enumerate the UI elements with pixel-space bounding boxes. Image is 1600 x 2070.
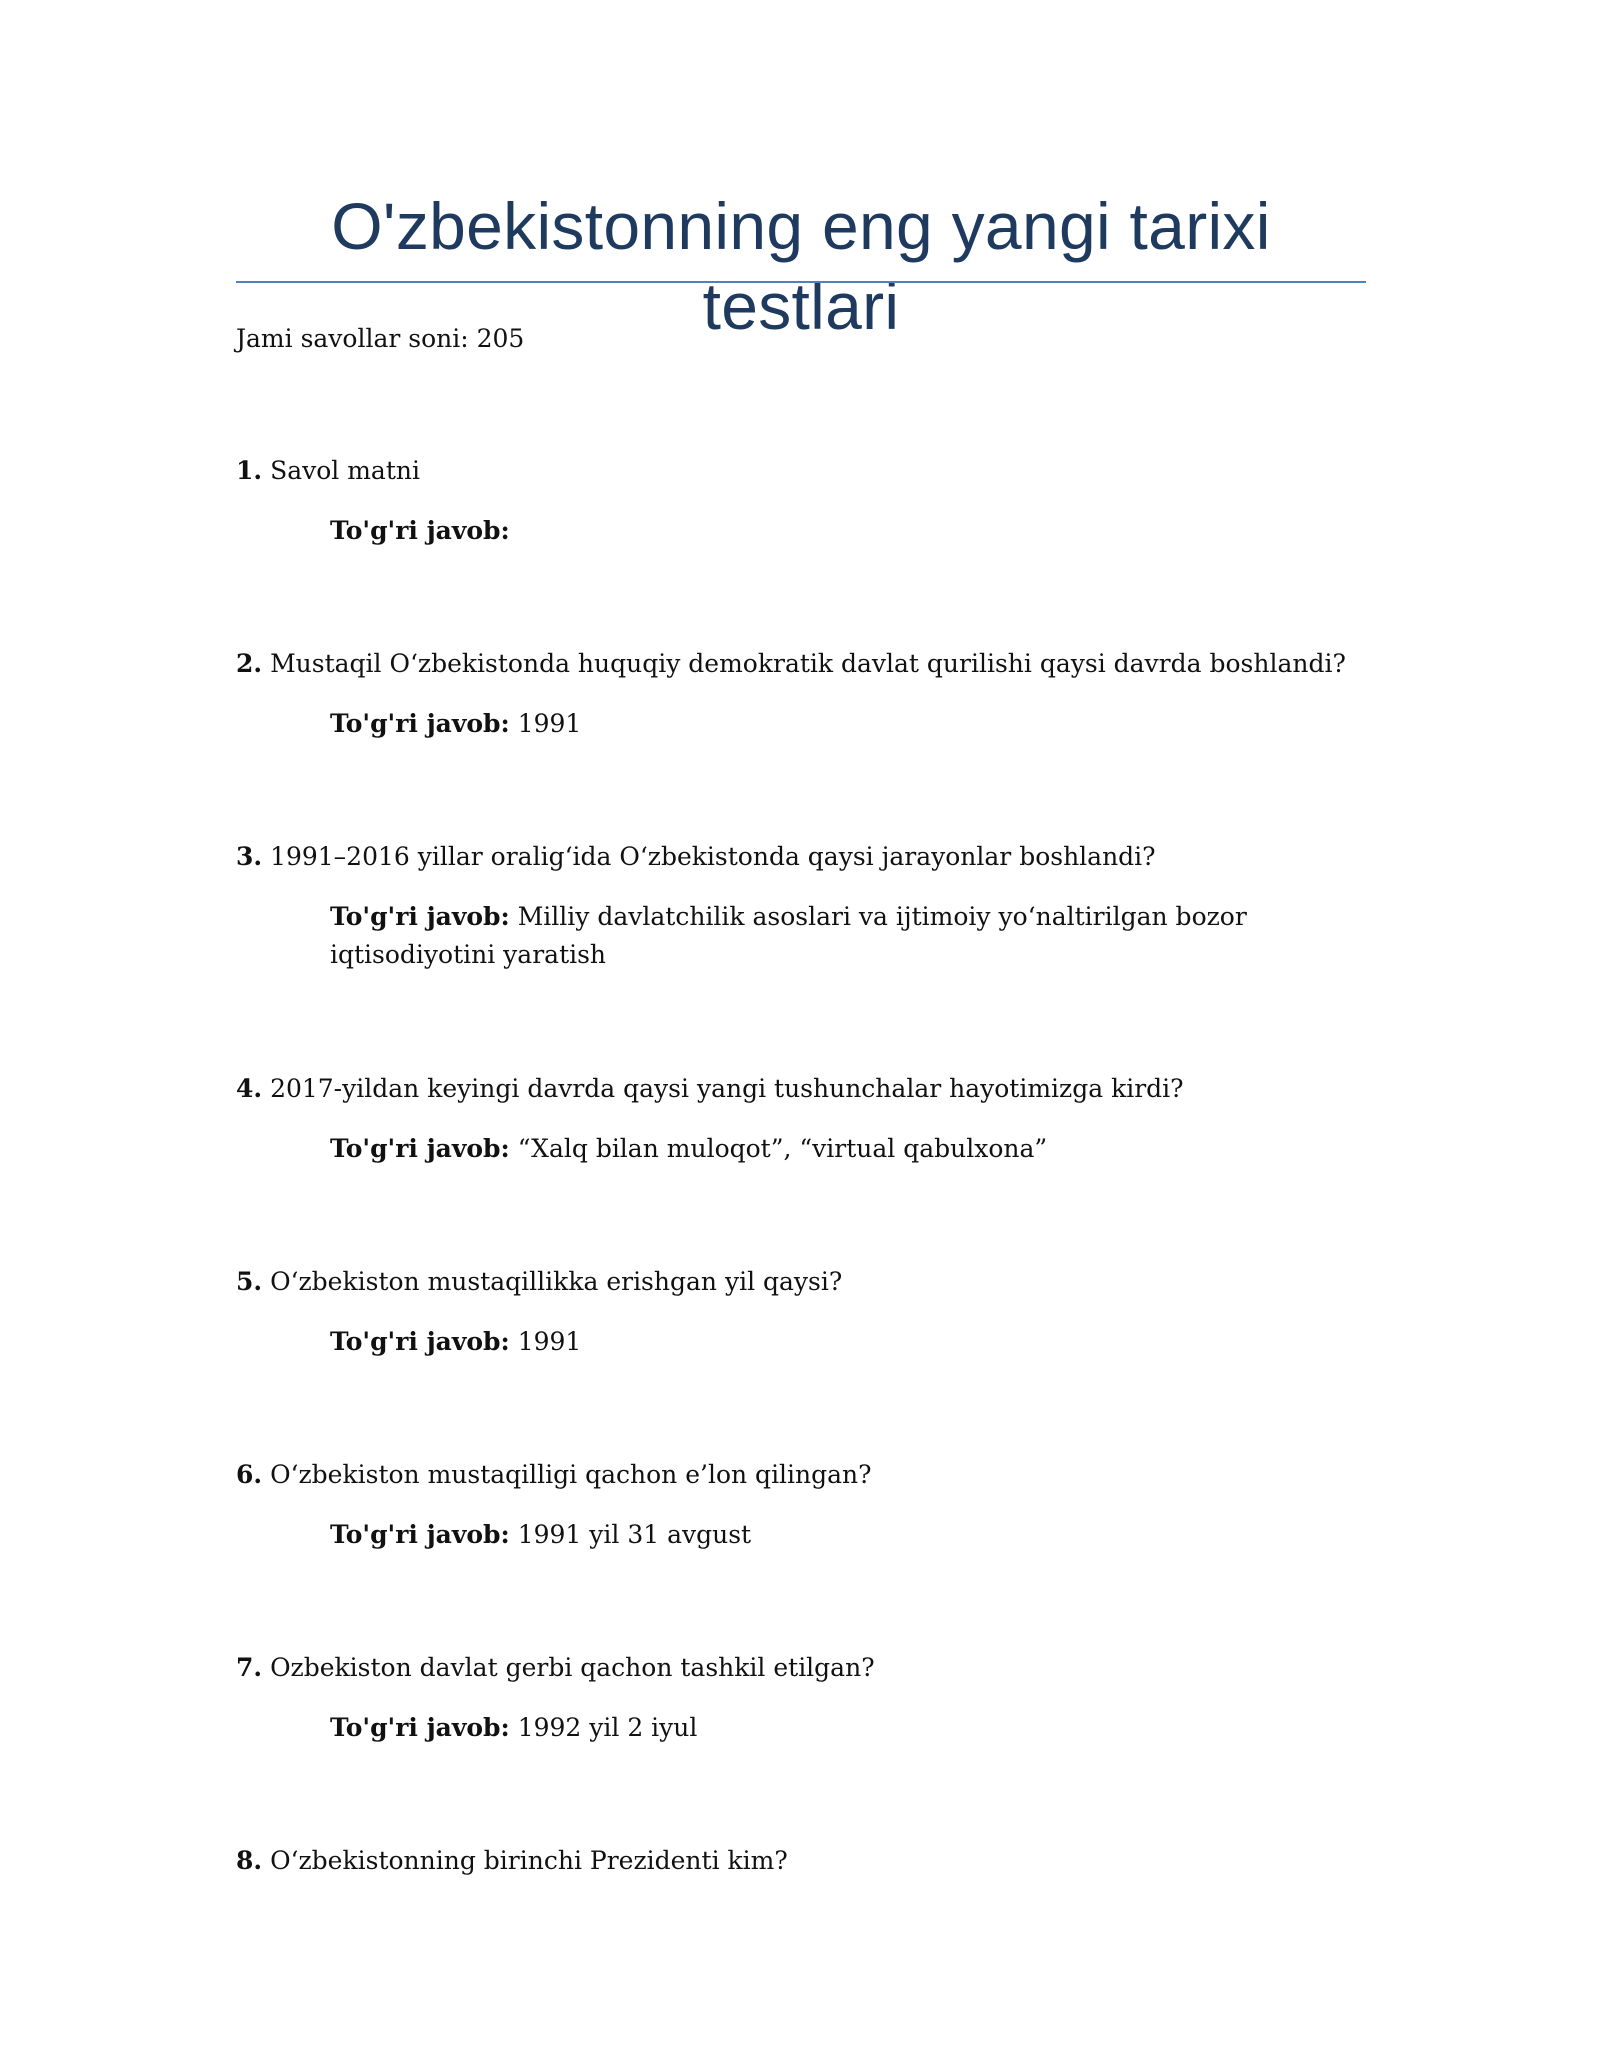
question-text: [236, 1263, 1366, 1301]
answer-value: “Xalq bilan muloqot”, “virtual qabulxona”: [517, 1134, 1048, 1163]
question-body: O‘zbekiston mustaqillikka erishgan yil qaysi?: [270, 1267, 843, 1296]
question-item: [236, 1649, 1366, 1747]
document-title: O'zbekistonning eng yangi tarixi testlari: [331, 189, 1271, 343]
answer-label: To'g'ri javob:: [330, 1134, 510, 1163]
question-body: Ozbekiston davlat gerbi qachon tashkil etilgan?: [270, 1653, 875, 1682]
question-item: [236, 1842, 1366, 1880]
question-item: [236, 645, 1366, 743]
answer-value: 1991: [517, 709, 582, 738]
answer-line: [330, 1323, 1366, 1361]
question-body: 1991–2016 yillar oralig‘ida O‘zbekistonda qaysi jarayonlar boshlandi?: [270, 842, 1156, 871]
question-body: Savol matni: [270, 456, 420, 485]
title-underline: [236, 281, 1366, 283]
question-item: [236, 838, 1366, 974]
answer-label: To'g'ri javob:: [330, 516, 510, 545]
question-text: [236, 1456, 1366, 1494]
answer-line: [330, 1516, 1366, 1554]
answer-line: [330, 1709, 1366, 1747]
answer-value: 1991 yil 31 avgust: [517, 1520, 752, 1549]
total-questions-label: Jami savollar soni: 205: [236, 324, 525, 353]
question-item: [236, 1263, 1366, 1361]
answer-label: To'g'ri javob:: [330, 1327, 510, 1356]
question-body: 2017-yildan keyingi davrda qaysi yangi tushunchalar hayotimizga kirdi?: [270, 1074, 1184, 1103]
answer-line: [330, 898, 1366, 974]
question-item: [236, 1456, 1366, 1554]
question-number: 2.: [236, 649, 263, 678]
answer-line: [330, 512, 1366, 550]
answer-value: Milliy davlatchilik asoslari va ijtimoiy yo‘naltirilgan bozor iqtisodiyotini yaratish: [330, 902, 1247, 969]
answer-value: 1992 yil 2 iyul: [517, 1713, 698, 1742]
answer-label: To'g'ri javob:: [330, 1520, 510, 1549]
question-item: [236, 1070, 1366, 1168]
answer-line: [330, 1130, 1366, 1168]
question-body: O‘zbekiston mustaqilligi qachon e’lon qilingan?: [270, 1460, 872, 1489]
answer-label: To'g'ri javob:: [330, 1713, 510, 1742]
answer-label: To'g'ri javob:: [330, 709, 510, 738]
question-text: [236, 452, 1366, 490]
question-number: 3.: [236, 842, 263, 871]
question-number: 6.: [236, 1460, 263, 1489]
question-text: [236, 645, 1366, 683]
question-item: [236, 452, 1366, 550]
question-number: 8.: [236, 1846, 263, 1875]
answer-value: 1991: [517, 1327, 582, 1356]
answer-label: To'g'ri javob:: [330, 902, 510, 931]
question-body: Mustaqil O‘zbekistonda huquqiy demokratik davlat qurilishi qaysi davrda boshlandi?: [270, 649, 1346, 678]
question-text: [236, 1649, 1366, 1687]
question-body: O‘zbekistonning birinchi Prezidenti kim?: [270, 1846, 788, 1875]
question-number: 1.: [236, 456, 263, 485]
answer-line: [330, 705, 1366, 743]
question-number: 5.: [236, 1267, 263, 1296]
question-text: [236, 1070, 1366, 1108]
question-text: [236, 1842, 1366, 1880]
question-text: [236, 838, 1366, 876]
question-number: 7.: [236, 1653, 263, 1682]
question-number: 4.: [236, 1074, 263, 1103]
